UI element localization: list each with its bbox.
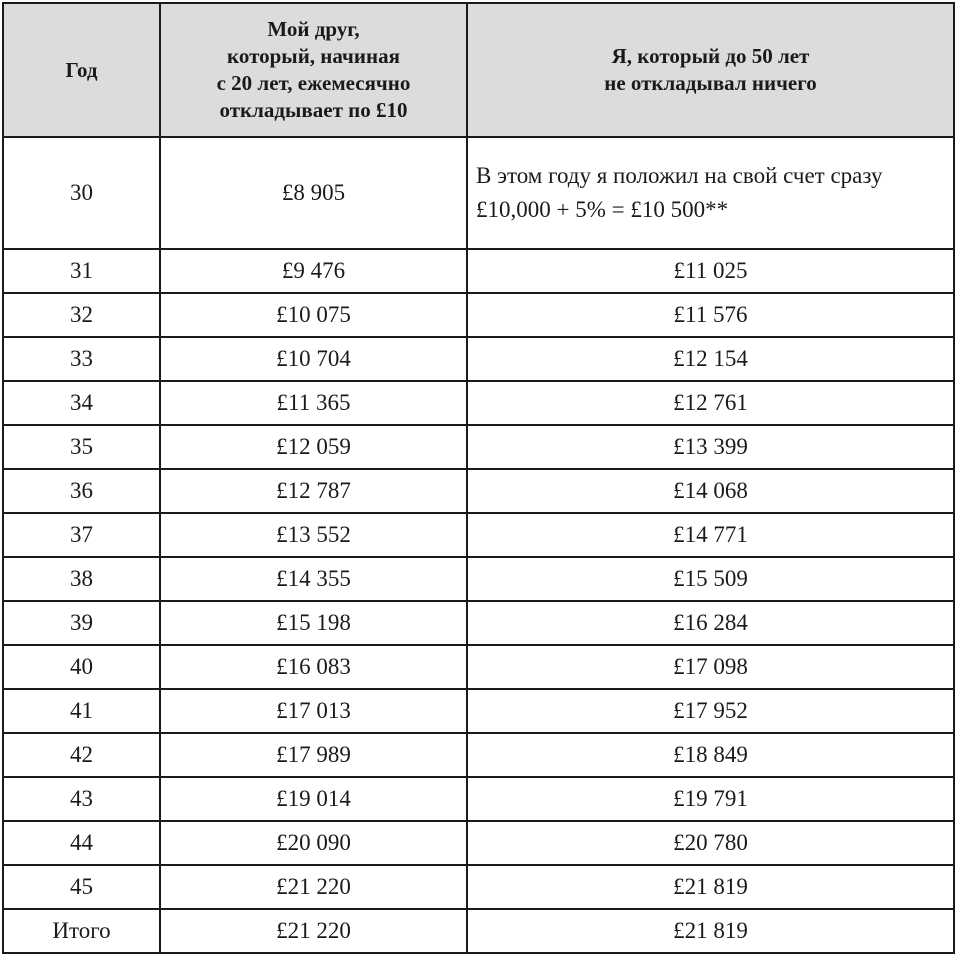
table-row bbox=[3, 689, 954, 733]
year-cell: 43 bbox=[3, 777, 160, 821]
me-cell: £11 576 bbox=[467, 293, 954, 337]
table-row bbox=[3, 293, 954, 337]
year-cell: Итого bbox=[3, 909, 160, 953]
me-cell: £18 849 bbox=[467, 733, 954, 777]
table-row bbox=[3, 821, 954, 865]
table-row bbox=[3, 557, 954, 601]
friend-cell: £20 090 bbox=[160, 821, 467, 865]
friend-cell: £10 704 bbox=[160, 337, 467, 381]
friend-cell: £16 083 bbox=[160, 645, 467, 689]
year-cell: 35 bbox=[3, 425, 160, 469]
me-cell: £19 791 bbox=[467, 777, 954, 821]
year-cell: 33 bbox=[3, 337, 160, 381]
me-cell: £17 952 bbox=[467, 689, 954, 733]
year-cell: 36 bbox=[3, 469, 160, 513]
header-friend bbox=[160, 3, 467, 137]
table-row bbox=[3, 777, 954, 821]
year-cell: 41 bbox=[3, 689, 160, 733]
table-row bbox=[3, 381, 954, 425]
friend-cell: £13 552 bbox=[160, 513, 467, 557]
me-cell: £12 154 bbox=[467, 337, 954, 381]
table-row bbox=[3, 733, 954, 777]
year-cell: 37 bbox=[3, 513, 160, 557]
table-row bbox=[3, 249, 954, 293]
table-row bbox=[3, 137, 954, 249]
friend-cell: £12 787 bbox=[160, 469, 467, 513]
me-cell: £14 771 bbox=[467, 513, 954, 557]
header-friend-line-2: который, начиная bbox=[227, 44, 400, 68]
me-note-line-2: £10,000 + 5% = £10 500** bbox=[476, 197, 729, 222]
me-cell: £21 819 bbox=[467, 909, 954, 953]
header-me bbox=[467, 3, 954, 137]
friend-cell: £19 014 bbox=[160, 777, 467, 821]
header-friend-line-4: откладывает по £10 bbox=[219, 98, 408, 122]
me-cell: £12 761 bbox=[467, 381, 954, 425]
savings-comparison-table bbox=[2, 2, 955, 954]
me-cell: £11 025 bbox=[467, 249, 954, 293]
me-cell: £21 819 bbox=[467, 865, 954, 909]
header-me-line-2: не откладывал ничего bbox=[604, 71, 817, 95]
table-row bbox=[3, 469, 954, 513]
year-cell: 44 bbox=[3, 821, 160, 865]
friend-cell: £21 220 bbox=[160, 909, 467, 953]
friend-cell: £8 905 bbox=[160, 137, 467, 249]
header-me-line-1: Я, который до 50 лет bbox=[611, 44, 810, 68]
year-cell: 34 bbox=[3, 381, 160, 425]
friend-cell: £21 220 bbox=[160, 865, 467, 909]
friend-cell: £17 989 bbox=[160, 733, 467, 777]
friend-cell: £9 476 bbox=[160, 249, 467, 293]
header-friend-line-3: с 20 лет, ежемесячно bbox=[216, 71, 411, 95]
me-note-line-1: В этом году я положил на свой счет сразу bbox=[476, 163, 883, 188]
me-cell: £20 780 bbox=[467, 821, 954, 865]
year-cell: 39 bbox=[3, 601, 160, 645]
friend-cell: £17 013 bbox=[160, 689, 467, 733]
table-row bbox=[3, 909, 954, 953]
header-year: Год bbox=[3, 3, 160, 137]
me-cell: £17 098 bbox=[467, 645, 954, 689]
friend-cell: £14 355 bbox=[160, 557, 467, 601]
year-cell: 42 bbox=[3, 733, 160, 777]
table-row bbox=[3, 601, 954, 645]
me-cell: £13 399 bbox=[467, 425, 954, 469]
table-row bbox=[3, 865, 954, 909]
table-row bbox=[3, 645, 954, 689]
friend-cell: £12 059 bbox=[160, 425, 467, 469]
year-cell: 40 bbox=[3, 645, 160, 689]
me-cell: £14 068 bbox=[467, 469, 954, 513]
table-row bbox=[3, 337, 954, 381]
friend-cell: £15 198 bbox=[160, 601, 467, 645]
header-friend-line-1: Мой друг, bbox=[267, 17, 360, 41]
year-cell: 32 bbox=[3, 293, 160, 337]
friend-cell: £11 365 bbox=[160, 381, 467, 425]
year-cell: 31 bbox=[3, 249, 160, 293]
year-cell: 30 bbox=[3, 137, 160, 249]
table-row bbox=[3, 425, 954, 469]
me-note-cell bbox=[467, 137, 954, 249]
year-cell: 45 bbox=[3, 865, 160, 909]
friend-cell: £10 075 bbox=[160, 293, 467, 337]
year-cell: 38 bbox=[3, 557, 160, 601]
header-row bbox=[3, 3, 954, 137]
table-row bbox=[3, 513, 954, 557]
me-cell: £16 284 bbox=[467, 601, 954, 645]
me-cell: £15 509 bbox=[467, 557, 954, 601]
